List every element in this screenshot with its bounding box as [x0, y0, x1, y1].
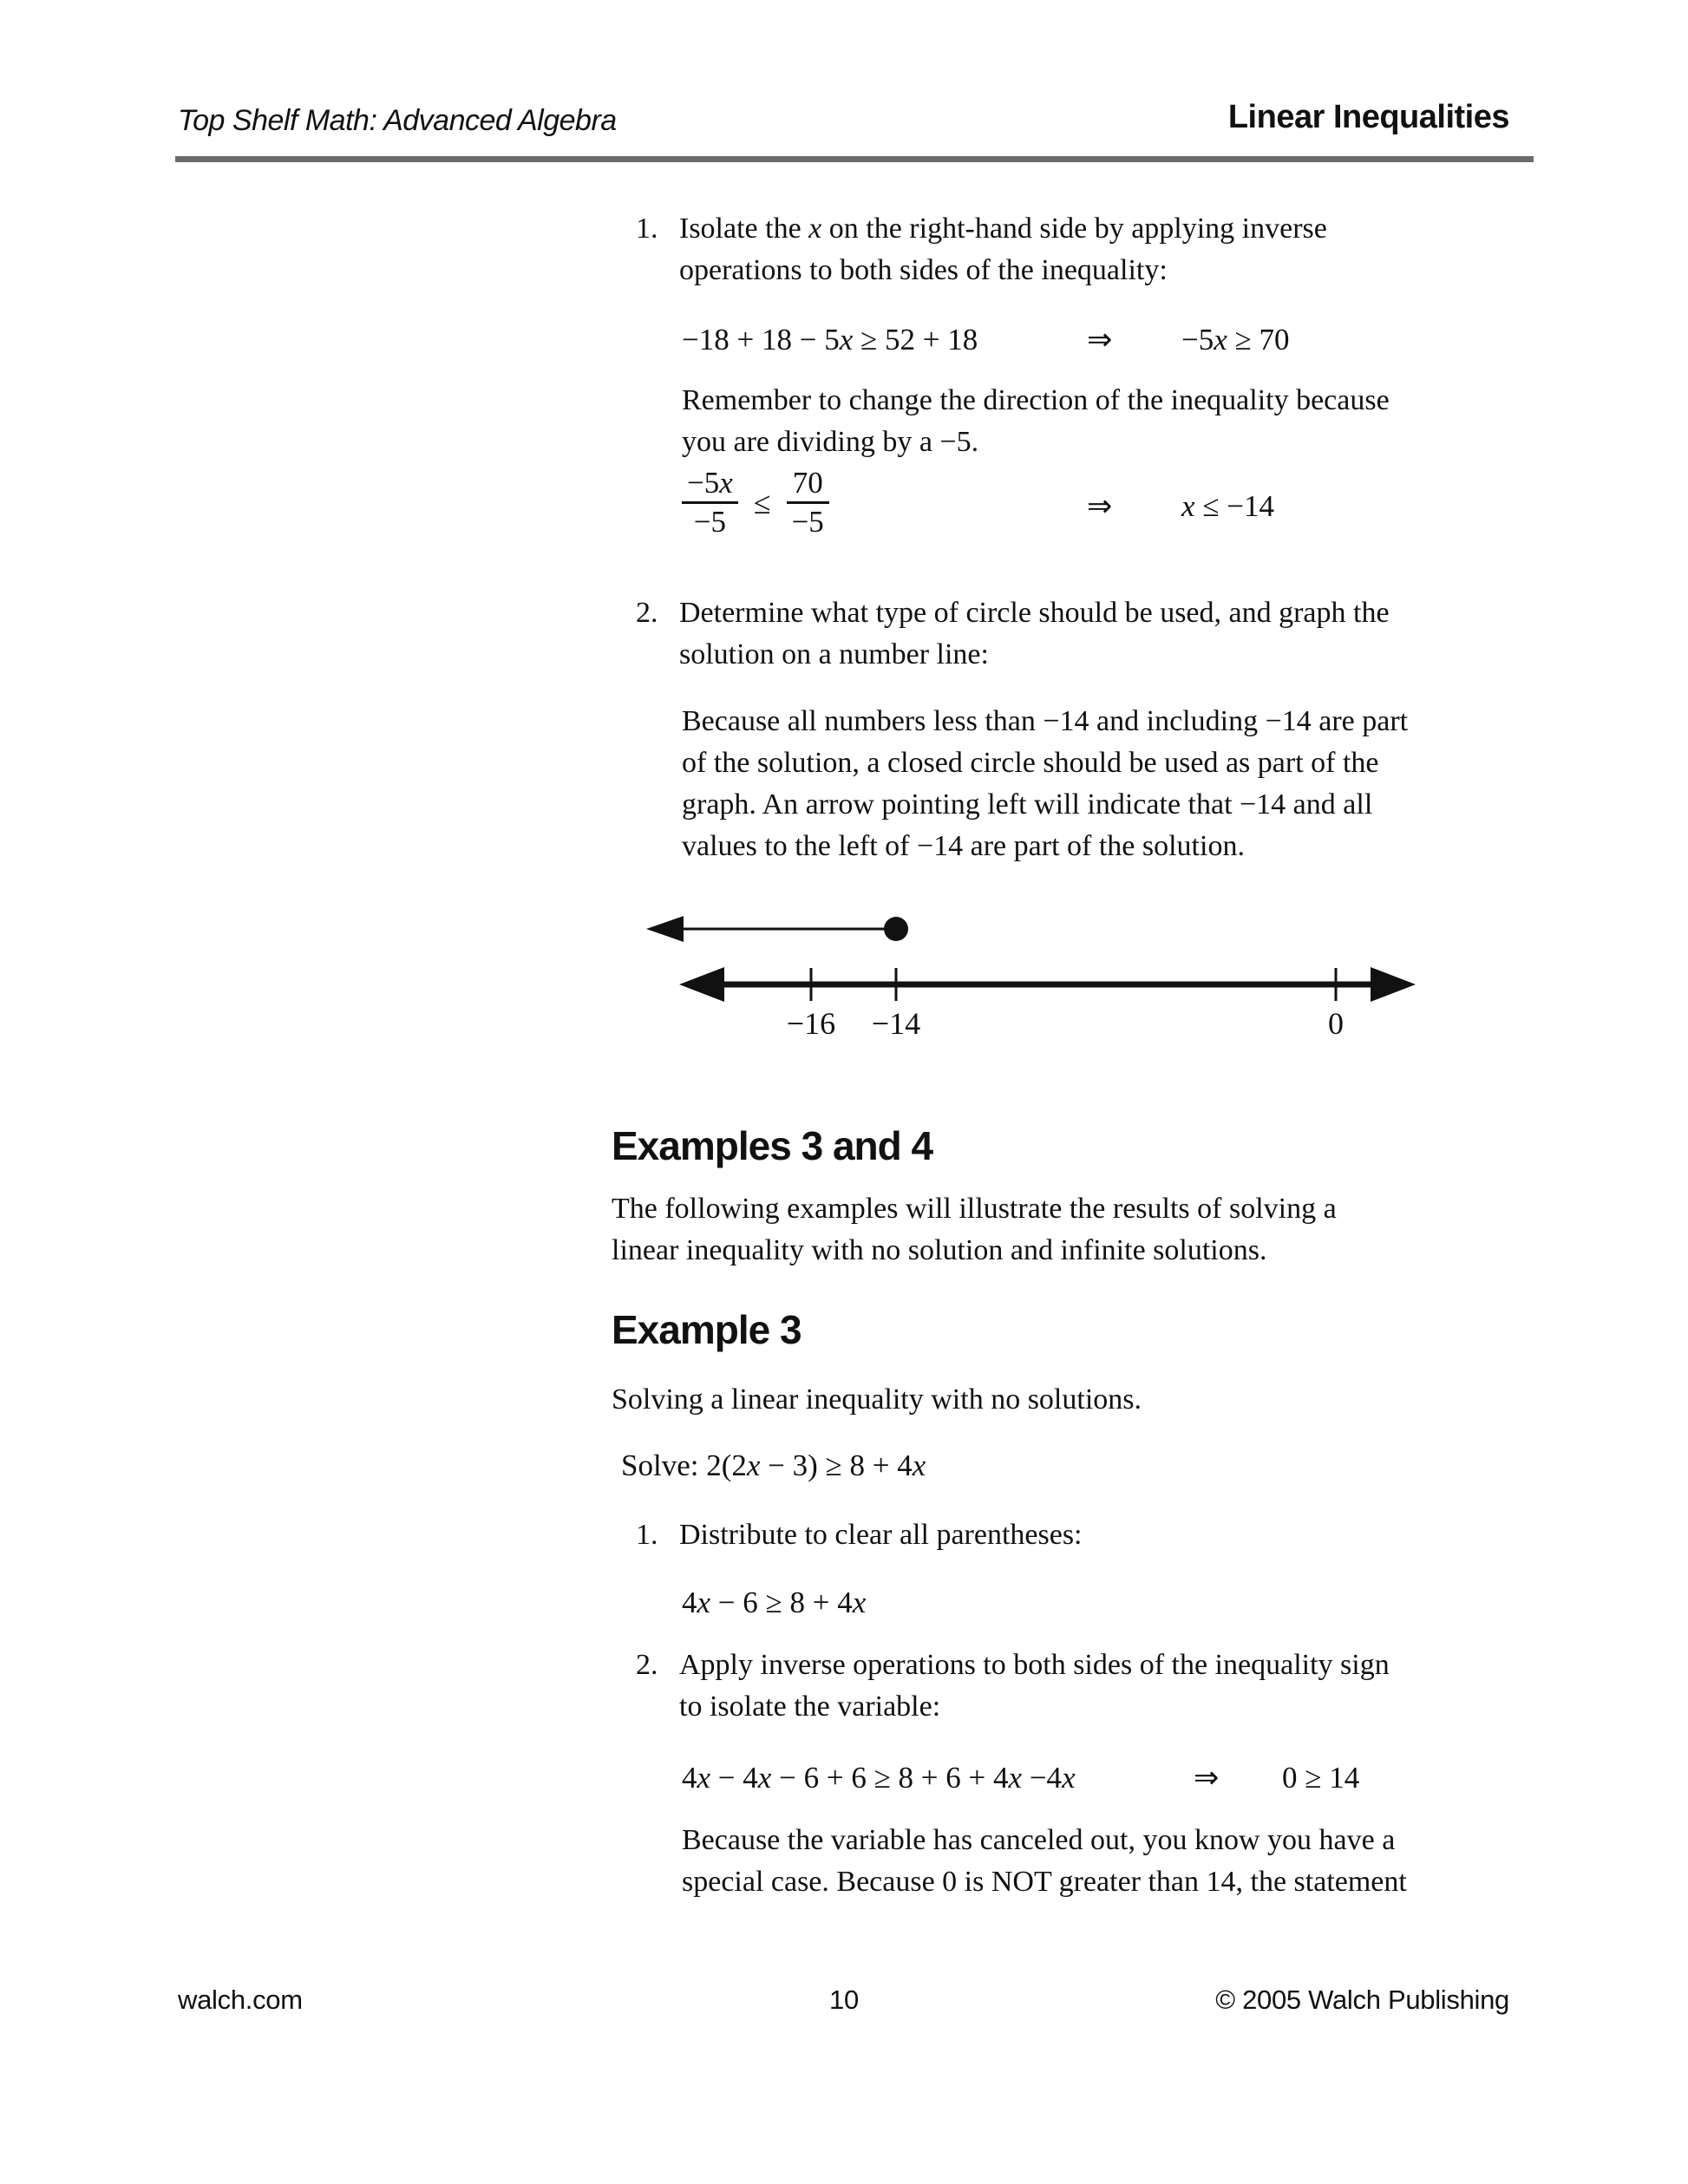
text-span: values to the left of −14 are part of the solution. [682, 830, 1245, 862]
text-span: on the right-hand side by applying inverse [821, 213, 1327, 245]
remember-paragraph [682, 380, 1390, 463]
implies-arrow: ⇒ [1087, 489, 1113, 523]
equation-inverse-ops-left [682, 1757, 1076, 1799]
text-span: operations to both sides of the inequality: [679, 254, 1168, 286]
math-variable: x [697, 1761, 711, 1795]
examples-intro-paragraph [612, 1188, 1337, 1272]
explanation-paragraph [682, 701, 1408, 867]
text-line [682, 826, 1408, 867]
tick-label-zero: 0 [1328, 1006, 1344, 1041]
header-rule [175, 156, 1534, 162]
text-line [679, 1686, 1390, 1728]
text-span: Apply inverse operations to both sides of the inequality sign [679, 1649, 1390, 1681]
section-heading-example-3: Example 3 [612, 1307, 801, 1352]
step-text [679, 1514, 1083, 1556]
text-span: −4 [1022, 1761, 1063, 1795]
text-line [682, 422, 1390, 463]
number-line-left-arrowhead [679, 967, 724, 1002]
text-span: ≤ −14 [1194, 489, 1274, 523]
fraction-denominator: −5 [791, 505, 824, 539]
numbered-step-1 [636, 208, 1327, 291]
math-variable: x [1008, 1761, 1023, 1795]
text-span: 4 [682, 1761, 697, 1795]
numbered-step-2 [636, 592, 1390, 676]
step-number: 2. [636, 1649, 658, 1681]
text-span: to isolate the variable: [679, 1690, 941, 1723]
text-line [679, 208, 1327, 250]
less-equal-sign: ≤ [753, 485, 771, 520]
number-line-figure [642, 885, 1431, 1045]
text-span: Because all numbers less than −14 and including −14 are part [682, 705, 1409, 737]
text-span: Remember to change the direction of the inequality because [682, 384, 1390, 416]
solution-ray-left-arrowhead [646, 916, 684, 942]
text-line [612, 1188, 1337, 1230]
text-span: you are dividing by a −5. [682, 426, 979, 458]
header-chapter-title: Linear Inequalities [1227, 99, 1509, 135]
math-variable: x [852, 1586, 867, 1619]
text-line [682, 701, 1408, 742]
math-variable: x [1062, 1761, 1076, 1795]
step-number: 1. [636, 213, 658, 245]
math-variable: x [719, 466, 733, 500]
fraction-equation [682, 465, 829, 540]
text-line [682, 1861, 1407, 1903]
text-span: − 6 + 6 ≥ 8 + 6 + 4 [771, 1761, 1009, 1795]
tick-label-minus14: −14 [871, 1006, 921, 1041]
text-span: − 4 [710, 1761, 758, 1795]
text-span: Determine what type of circle should be used, and graph the [679, 597, 1390, 629]
text-span: solution on a number line: [679, 638, 989, 670]
math-variable: x [697, 1586, 711, 1619]
implies-arrow: ⇒ [1087, 323, 1113, 356]
fraction-numerator: 70 [792, 466, 823, 500]
text-line [682, 742, 1408, 784]
math-variable: x [757, 1761, 772, 1795]
text-line [679, 250, 1327, 291]
text-line [679, 592, 1390, 634]
footer-page-number: 10 [829, 1985, 859, 2015]
numbered-step-2-example3 [636, 1645, 1390, 1728]
fraction-equation-result [1181, 486, 1274, 527]
math-variable: x [808, 213, 822, 245]
text-line [682, 784, 1408, 826]
text-span: − 6 ≥ 8 + 4 [710, 1586, 853, 1619]
math-variable: x [1214, 323, 1227, 356]
step-text [679, 592, 1390, 676]
text-span: −5 [1181, 323, 1214, 356]
text-span: graph. An arrow pointing left will indicate that −14 and all [682, 788, 1373, 821]
text-line [679, 1514, 1083, 1556]
footer-copyright: © 2005 Walch Publishing [1215, 1985, 1509, 2015]
fraction-right [787, 465, 829, 540]
text-line [679, 634, 1390, 676]
text-span: linear inequality with no solution and infinite solutions. [612, 1234, 1267, 1266]
step-number: 2. [636, 597, 658, 629]
text-span: Solve: 2(2 [621, 1448, 747, 1482]
text-span: of the solution, a closed circle should be used as part of the [682, 747, 1379, 779]
text-span: Because the variable has canceled out, you know you have a [682, 1824, 1396, 1856]
section-heading-examples-3-and-4: Examples 3 and 4 [612, 1123, 933, 1168]
text-span: −18 + 18 − 5 [682, 323, 840, 356]
step-number: 1. [636, 1519, 658, 1551]
implies-arrow: ⇒ [1194, 1761, 1220, 1795]
text-span: special case. Because 0 is NOT greater than 14, the statement [682, 1866, 1407, 1898]
fraction-denominator: −5 [693, 505, 727, 539]
closed-circle-marker [884, 917, 908, 941]
solve-statement [621, 1445, 926, 1487]
text-span: 4 [682, 1586, 697, 1619]
step-text [679, 1645, 1390, 1728]
text-span: The following examples will illustrate the results of solving a [612, 1193, 1337, 1225]
text-span: ≥ 52 + 18 [853, 323, 978, 356]
special-case-paragraph [682, 1820, 1407, 1903]
text-span: Isolate the [679, 213, 809, 245]
math-variable: x [746, 1448, 761, 1482]
text-line [682, 380, 1390, 422]
example-3-description: Solving a linear inequality with no solutions. [612, 1383, 1142, 1416]
math-variable: x [1181, 489, 1195, 523]
text-span: ≥ 70 [1227, 323, 1290, 356]
number-line-right-arrowhead [1371, 967, 1416, 1002]
fraction-numerator [682, 465, 738, 501]
fraction-left [682, 465, 738, 540]
equation-1-result [1181, 319, 1290, 361]
step-text [679, 208, 1327, 291]
text-span: Distribute to clear all parentheses: [679, 1519, 1083, 1551]
text-line [612, 1230, 1337, 1272]
numbered-step-1-example3 [636, 1514, 1083, 1556]
tick-label-minus16: −16 [786, 1006, 836, 1041]
math-variable: x [839, 323, 854, 356]
equation-1-left [682, 319, 978, 361]
text-span: − 3) ≥ 8 + 4 [760, 1448, 913, 1482]
text-line [679, 1645, 1390, 1686]
text-span: −5 [687, 466, 720, 500]
math-variable: x [912, 1448, 926, 1482]
footer-site: walch.com [178, 1985, 303, 2015]
text-line [682, 1820, 1407, 1861]
equation-distribute [682, 1582, 866, 1624]
equation-inverse-ops-result: 0 ≥ 14 [1282, 1761, 1360, 1795]
header-book-title: Top Shelf Math: Advanced Algebra [178, 104, 617, 137]
